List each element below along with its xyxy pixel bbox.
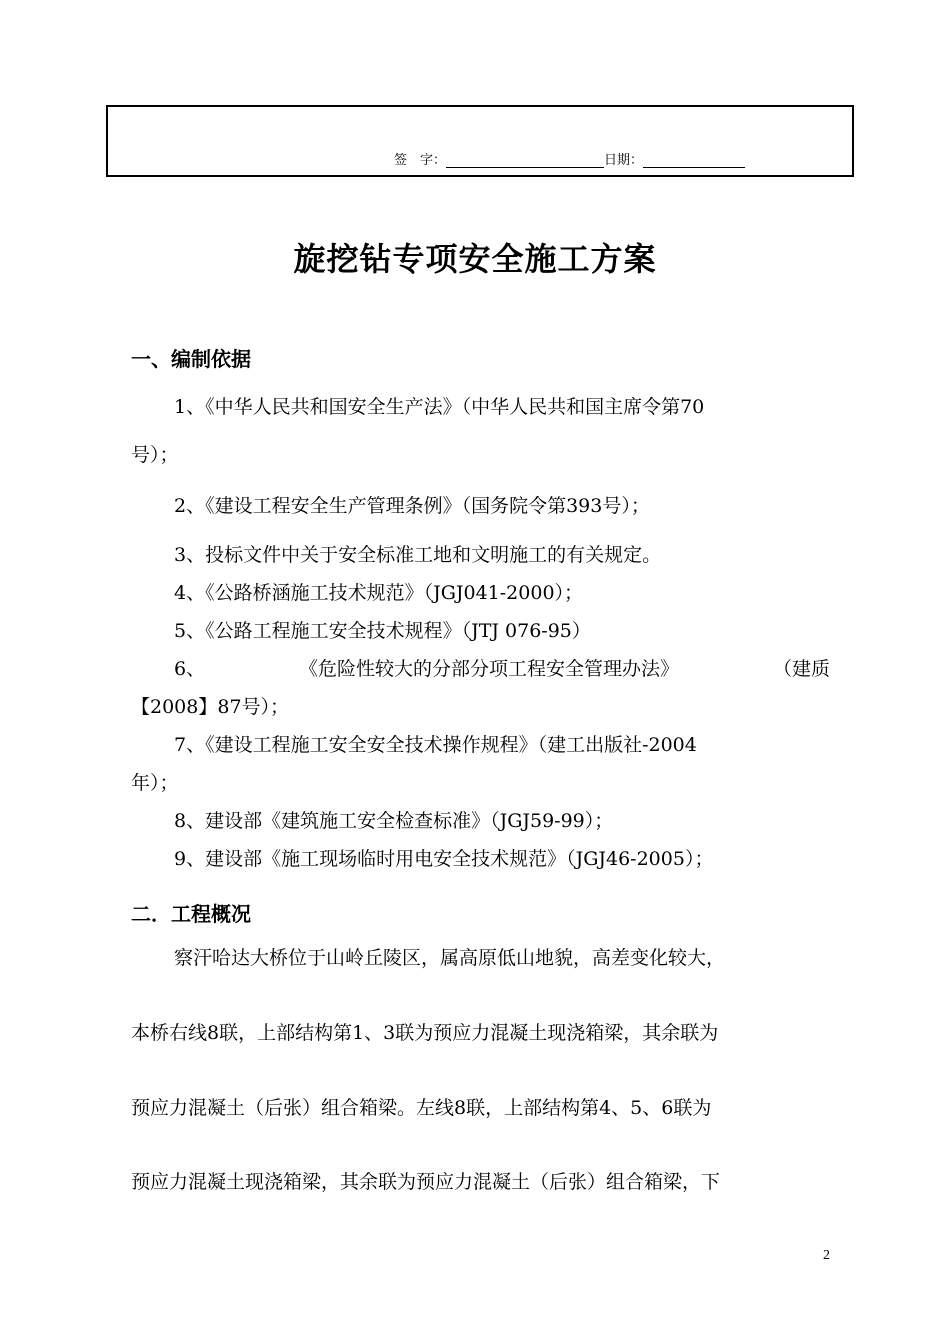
document-title: 旋挖钻专项安全施工方案: [293, 240, 657, 278]
basis-item-6-title: 《危险性较大的分部分项工程安全管理办法》: [299, 658, 680, 680]
date-blank[interactable]: [643, 153, 745, 168]
basis-item-7-cont: 年）；: [131, 772, 179, 794]
overview-line-3: 预应力混凝土（后张）组合箱梁。左线8联，上部结构第4、5、6联为: [131, 1097, 712, 1119]
date-label: 日期：: [604, 153, 644, 168]
basis-item-6: [174, 657, 830, 681]
signature-line: [394, 149, 745, 168]
basis-item-8: 8、建设部《建筑施工安全检查标准》（JGJ59-99）；: [174, 810, 614, 832]
basis-item-5: 5、《公路工程施工安全技术规程》（JTJ 076-95）: [174, 620, 591, 642]
basis-item-6-number: 6、: [174, 658, 206, 680]
basis-item-9: 9、建设部《施工现场临时用电安全技术规范》（JGJ46-2005）；: [174, 848, 714, 870]
basis-item-2: 2、《建设工程安全生产管理条例》（国务院令第393号）；: [174, 495, 650, 517]
section-heading-basis: 一、编制依据: [131, 347, 251, 371]
signature-blank[interactable]: [446, 153, 604, 168]
section-heading-overview: 二．工程概况: [131, 902, 251, 926]
signature-box: [106, 105, 854, 177]
basis-item-4: 4、《公路桥涵施工技术规范》（JGJ041-2000）；: [174, 582, 584, 604]
basis-item-3: 3、投标文件中关于安全标准工地和文明施工的有关规定。: [174, 544, 662, 566]
basis-item-1: 1、《中华人民共和国安全生产法》（中华人民共和国主席令第70: [174, 396, 705, 418]
overview-line-2: 本桥右线8联，上部结构第1、3联为预应力混凝土现浇箱梁，其余联为: [131, 1022, 719, 1044]
basis-item-1-cont: 号）；: [131, 444, 179, 466]
basis-item-6-ref: （建质: [772, 658, 830, 680]
page-number: 2: [823, 1248, 830, 1263]
sign-label: 签 字：: [394, 153, 447, 168]
overview-line-1: 察汗哈达大桥位于山岭丘陵区，属高原低山地貌，高差变化较大，: [174, 947, 726, 969]
overview-line-4: 预应力混凝土现浇箱梁，其余联为预应力混凝土（后张）组合箱梁，下: [131, 1171, 721, 1193]
basis-item-7: 7、《建设工程施工安全安全技术操作规程》（建工出版社-2004: [174, 734, 697, 756]
basis-item-6-cont: 【2008】87号）；: [131, 696, 290, 718]
